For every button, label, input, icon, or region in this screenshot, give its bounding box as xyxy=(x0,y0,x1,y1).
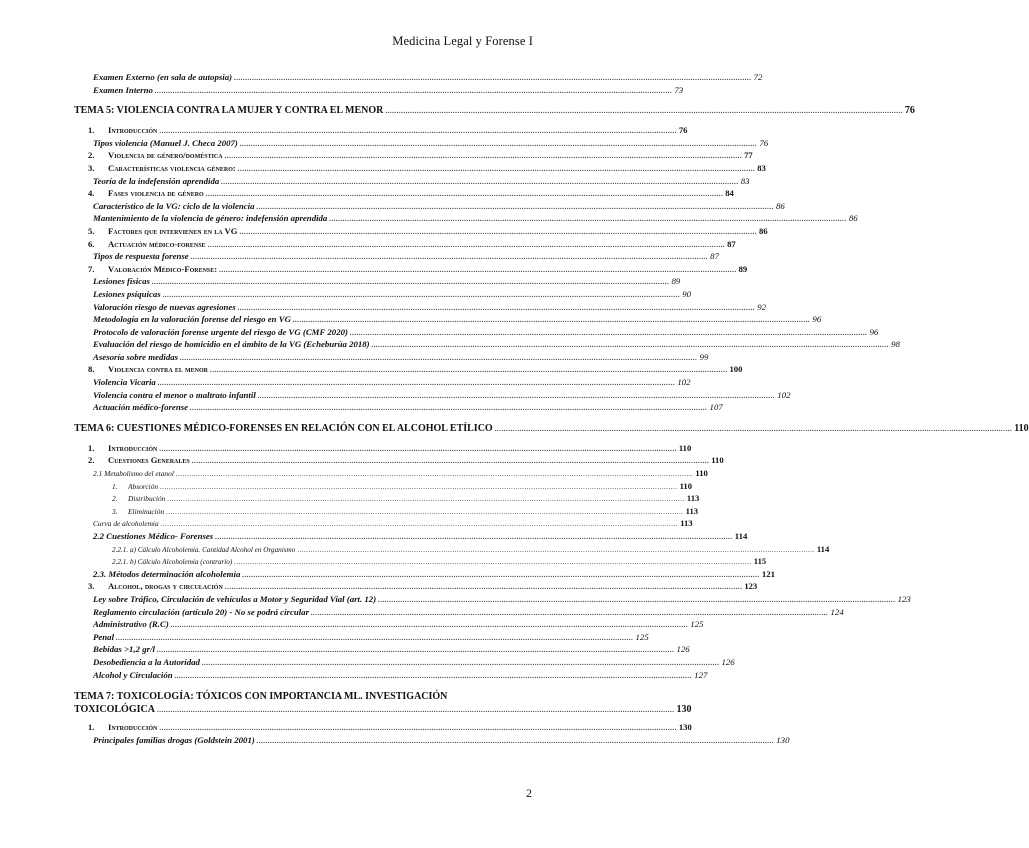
dot-leader xyxy=(171,621,689,629)
dot-leader xyxy=(191,253,709,261)
toc-entry-text: 2.2.1. b) Cálculo Alcoholemia (contrario) xyxy=(112,558,233,567)
toc-page-number: 90 xyxy=(682,288,691,299)
toc-entry[interactable] xyxy=(74,593,911,607)
toc-entry[interactable] xyxy=(74,493,700,506)
toc-entry-label xyxy=(93,670,173,680)
toc-entry-text: Introducción xyxy=(108,442,158,453)
toc-entry-label xyxy=(88,264,217,274)
toc-entry-text: Mantenimiento de la violencia de género: indefensión aprendida xyxy=(93,213,328,224)
toc-entry-label xyxy=(93,632,114,642)
dot-leader xyxy=(210,366,728,374)
toc-entry[interactable] xyxy=(74,137,769,151)
toc-entry-text: Violencia Vicaria xyxy=(93,377,156,388)
toc-entry-text: Valoración riesgo de nuevas agresiones xyxy=(93,301,236,312)
toc-page-number: 125 xyxy=(635,631,649,642)
toc-entry-number: 3. xyxy=(112,506,118,516)
dot-leader xyxy=(155,87,673,95)
toc-entry-number: 6. xyxy=(88,238,95,249)
toc-entry-text: Cuestiones Generales xyxy=(108,455,190,466)
toc-page-number: 113 xyxy=(680,518,693,529)
toc-entry[interactable] xyxy=(74,669,708,683)
toc-page-number: 115 xyxy=(753,556,767,567)
dot-leader xyxy=(208,241,726,249)
toc-entry-label xyxy=(93,352,178,362)
dot-leader xyxy=(163,291,681,299)
dot-leader xyxy=(257,737,775,745)
table-of-contents xyxy=(74,72,1029,747)
toc-entry[interactable] xyxy=(74,150,753,163)
toc-page-number: 76 xyxy=(678,125,688,136)
toc-entry-text: Valoración Médico-Forense: xyxy=(108,263,218,274)
toc-entry-text: Examen Externo (en sala de autopsia) xyxy=(93,72,233,82)
toc-entry-number: 4. xyxy=(88,188,95,199)
dot-leader xyxy=(238,304,756,312)
dot-leader xyxy=(180,354,698,362)
toc-entry[interactable] xyxy=(74,125,688,138)
toc-entry[interactable] xyxy=(74,402,723,415)
toc-entry[interactable] xyxy=(74,339,900,352)
toc-entry-text: Bebidas >1,2 gr/l xyxy=(93,644,155,655)
toc-entry-label xyxy=(93,644,155,654)
toc-entry-text: Metodología en la valoración forense del riesgo en VG xyxy=(93,314,291,325)
dot-leader xyxy=(378,596,896,604)
toc-entry[interactable] xyxy=(74,531,748,544)
dot-leader xyxy=(157,704,675,717)
toc-page-number: 114 xyxy=(816,543,830,554)
toc-page-number: 72 xyxy=(753,72,763,82)
toc-entry-text: Fases violencia de género xyxy=(108,188,204,199)
toc-entry-label xyxy=(112,507,164,516)
toc-entry[interactable] xyxy=(74,251,719,264)
toc-entry-number: 1. xyxy=(88,722,95,733)
toc-page-number: 121 xyxy=(761,568,776,579)
dot-leader xyxy=(202,659,720,667)
toc-chapter-entry[interactable] xyxy=(74,105,915,119)
toc-entry[interactable] xyxy=(74,606,844,620)
dot-leader xyxy=(495,425,1013,433)
toc-entry-label xyxy=(93,138,238,148)
dot-leader xyxy=(192,457,710,465)
toc-entry-label xyxy=(88,239,206,249)
toc-entry-text: Alcohol y Circulación xyxy=(93,669,173,680)
toc-page-number: 89 xyxy=(738,263,748,274)
toc-entry[interactable] xyxy=(74,72,763,85)
toc-entry-label xyxy=(93,735,255,745)
toc-entry[interactable] xyxy=(74,175,750,189)
toc-page-number: 83 xyxy=(740,175,750,186)
toc-entry-label xyxy=(93,607,309,617)
toc-entry-number: 3. xyxy=(88,162,95,173)
toc-entry-label xyxy=(93,402,188,412)
toc-entry-text: Características violencia género: xyxy=(108,162,236,173)
dot-leader xyxy=(242,571,760,579)
toc-entry-text: Principales familias drogas (Goldstein 2001) xyxy=(93,734,255,745)
toc-page-number: 96 xyxy=(869,326,879,337)
dot-leader xyxy=(166,508,684,516)
toc-entry[interactable] xyxy=(74,543,830,557)
toc-entry-text: Absorción xyxy=(128,481,159,491)
toc-page-number: 110 xyxy=(1014,422,1029,434)
toc-page-number: 130 xyxy=(776,734,790,745)
toc-page-number: 98 xyxy=(891,339,900,350)
toc-entry-label xyxy=(93,569,240,579)
toc-page-number: 123 xyxy=(897,593,911,604)
toc-entry[interactable] xyxy=(74,568,776,582)
dot-leader xyxy=(161,520,679,528)
toc-chapter-entry[interactable] xyxy=(74,690,692,716)
toc-entry-text: Ley sobre Tráfico, Circulación de vehículos a Motor y Seguridad Vial (art. 12) xyxy=(93,593,377,604)
toc-entry-label xyxy=(112,546,295,554)
toc-page-number: 86 xyxy=(758,225,768,236)
toc-page-number: 126 xyxy=(721,656,735,667)
toc-entry-label xyxy=(93,314,291,324)
toc-entry-label xyxy=(93,531,213,541)
toc-entry[interactable] xyxy=(74,288,691,302)
toc-entry[interactable] xyxy=(74,631,649,645)
toc-entry-number: 5. xyxy=(88,225,95,236)
toc-entry-label xyxy=(74,105,383,116)
toc-entry-number: 2. xyxy=(88,455,95,466)
dot-leader xyxy=(175,672,693,680)
toc-entry[interactable] xyxy=(74,644,690,657)
dot-leader xyxy=(176,470,694,478)
dot-leader xyxy=(350,329,868,337)
dot-leader xyxy=(159,445,677,453)
page-number: 2 xyxy=(526,786,532,800)
toc-entry[interactable] xyxy=(74,722,692,735)
toc-entry-label xyxy=(93,251,189,261)
toc-entry[interactable] xyxy=(74,238,736,252)
toc-entry-text: Evaluación del riesgo de homicidio en el ámbito de la VG (Echeburúa 2018) xyxy=(93,339,370,350)
toc-page-number: 110 xyxy=(678,442,692,453)
toc-entry-label xyxy=(88,125,157,135)
toc-entry-text: Violencia contra el menor xyxy=(108,364,208,375)
toc-page-number: 102 xyxy=(677,377,691,388)
toc-entry-label xyxy=(93,176,219,186)
dot-leader xyxy=(152,278,670,286)
toc-entry-label xyxy=(74,423,493,434)
dot-leader xyxy=(258,392,776,400)
toc-entry[interactable] xyxy=(74,556,767,569)
toc-page-number: 99 xyxy=(699,351,709,362)
toc-entry-text: Lesiones psíquicas xyxy=(93,288,161,299)
toc-page-number: 123 xyxy=(744,581,758,592)
toc-page-number: 77 xyxy=(744,150,753,161)
toc-entry-text: Eliminación xyxy=(128,506,165,516)
toc-entry-number: 2. xyxy=(88,150,95,161)
dot-leader xyxy=(167,495,685,503)
toc-entry-text: Factores que intervienen en la VG xyxy=(108,225,238,236)
dot-leader xyxy=(225,152,743,160)
toc-entry-label: TEMA 7: TOXICOLOGÍA: TÓXICOS CON IMPORTANCIA ML. INVESTIGACIÓN xyxy=(74,691,448,703)
dot-leader xyxy=(225,583,743,591)
dot-leader xyxy=(157,646,675,654)
toc-entry[interactable] xyxy=(74,326,879,340)
toc-page-number: 127 xyxy=(694,669,708,680)
toc-page-number: 87 xyxy=(710,251,719,262)
dot-leader xyxy=(385,107,903,115)
toc-chapter-entry[interactable] xyxy=(74,422,1029,437)
toc-entry-label: TOXICOLÓGICA xyxy=(74,704,155,716)
toc-page-number: 96 xyxy=(812,314,822,325)
toc-entry[interactable] xyxy=(74,377,691,390)
toc-entry-label xyxy=(88,443,157,453)
dot-leader xyxy=(297,546,815,554)
toc-entry[interactable] xyxy=(74,364,743,377)
toc-entry[interactable] xyxy=(74,225,768,239)
toc-entry-text: Asesoría sobre medidas xyxy=(93,351,179,362)
toc-entry-label xyxy=(93,72,232,82)
toc-entry-label xyxy=(93,289,161,299)
toc-entry[interactable] xyxy=(74,581,758,594)
toc-entry-text: TEMA 6: CUESTIONES MÉDICO-FORENSES EN RELACIÓN CON EL ALCOHOL ETÍLICO xyxy=(74,422,493,434)
toc-entry-text: Actuación médico-forense xyxy=(108,238,206,249)
toc-entry[interactable] xyxy=(74,656,735,670)
toc-entry-text: Penal xyxy=(93,631,115,642)
toc-page-number: 110 xyxy=(679,480,693,491)
toc-entry[interactable] xyxy=(74,505,699,519)
toc-entry-label xyxy=(93,390,256,400)
toc-entry-number: 7. xyxy=(88,263,95,274)
toc-entry[interactable] xyxy=(74,351,709,365)
toc-entry-number: 1. xyxy=(88,125,95,136)
toc-entry-label xyxy=(93,594,376,604)
dot-leader xyxy=(311,609,829,617)
toc-page-number: 102 xyxy=(777,389,791,400)
toc-page-number: 130 xyxy=(678,722,692,733)
toc-page-number: 107 xyxy=(709,402,723,413)
dot-leader xyxy=(234,558,752,566)
toc-entry[interactable] xyxy=(74,84,684,98)
toc-entry[interactable] xyxy=(74,276,681,289)
dot-leader xyxy=(240,140,758,148)
toc-entry[interactable] xyxy=(74,263,748,277)
toc-page-number: 100 xyxy=(729,364,743,375)
dot-leader xyxy=(293,316,811,324)
dot-leader xyxy=(158,379,676,387)
toc-entry[interactable] xyxy=(74,200,785,214)
toc-page-number: 76 xyxy=(904,105,915,117)
toc-page-number: 86 xyxy=(776,200,785,211)
toc-entry[interactable] xyxy=(74,442,692,456)
toc-entry-label xyxy=(112,494,165,503)
toc-entry-number: 3. xyxy=(88,581,95,592)
toc-entry[interactable] xyxy=(74,480,693,494)
dot-leader xyxy=(159,724,677,732)
toc-entry-label xyxy=(93,619,169,629)
toc-page-number: 126 xyxy=(676,644,690,655)
toc-page-number: 124 xyxy=(830,606,844,617)
toc-entry-number: 1. xyxy=(88,442,95,453)
toc-entry-text: Lesiones físicas xyxy=(93,276,150,287)
toc-entry-text: Característico de la VG: ciclo de la violencia xyxy=(93,200,255,211)
dot-leader xyxy=(239,228,757,236)
toc-page-number: 113 xyxy=(685,505,699,516)
toc-entry[interactable] xyxy=(74,468,708,481)
toc-entry[interactable] xyxy=(74,455,724,468)
dot-leader xyxy=(238,165,756,173)
toc-page-number: 110 xyxy=(695,468,708,479)
toc-entry-label xyxy=(112,482,158,491)
toc-entry[interactable] xyxy=(74,734,790,748)
toc-entry-text: Reglamento circulación (artículo 20) - No se podrá circular xyxy=(93,606,310,617)
toc-entry-text: 2.1 Metabolismo del etanol xyxy=(93,469,174,479)
toc-entry-text: Tipos de respuesta forense xyxy=(93,251,189,262)
dot-leader xyxy=(219,266,737,274)
toc-entry[interactable] xyxy=(74,389,791,403)
toc-entry-number: 2. xyxy=(112,494,118,504)
dot-leader xyxy=(215,533,733,541)
dot-leader xyxy=(234,74,752,82)
running-header: Medicina Legal y Forense I xyxy=(392,34,533,48)
toc-entry[interactable] xyxy=(74,162,766,176)
toc-entry-label xyxy=(93,302,236,312)
toc-entry[interactable] xyxy=(74,314,822,327)
toc-entry-text: Examen Interno xyxy=(93,84,153,95)
toc-page-number: 114 xyxy=(734,531,748,541)
toc-entry-text: TEMA 5: VIOLENCIA CONTRA LA MUJER Y CONTRA EL MENOR xyxy=(74,105,384,117)
toc-entry-label xyxy=(93,657,200,667)
toc-entry-label xyxy=(93,276,150,286)
toc-entry-label xyxy=(93,519,159,528)
toc-entry-label xyxy=(93,469,174,478)
toc-entry-text: Introducción xyxy=(108,125,158,136)
toc-entry-label xyxy=(88,455,190,465)
toc-entry-text: Alcohol, drogas y circulación xyxy=(108,581,223,592)
toc-entry[interactable] xyxy=(74,213,858,226)
toc-entry-label xyxy=(93,339,370,349)
toc-entry-label xyxy=(88,226,237,236)
dot-leader xyxy=(372,341,890,349)
dot-leader xyxy=(257,203,775,211)
toc-entry-text: Violencia contra el menor o maltrato infantil xyxy=(93,389,256,400)
toc-entry-label xyxy=(93,377,156,387)
toc-entry[interactable] xyxy=(74,301,767,315)
toc-entry[interactable] xyxy=(74,518,693,531)
dot-leader xyxy=(329,215,847,223)
toc-entry-label xyxy=(88,581,223,591)
toc-entry-text: Actuación médico-forense xyxy=(93,402,189,413)
toc-entry-text: Teoría de la indefensión aprendida xyxy=(93,175,220,186)
toc-entry-label xyxy=(93,213,327,223)
toc-entry-text: Desobediencia a la Autoridad xyxy=(93,656,200,667)
toc-entry-text: Violencia de género/doméstica xyxy=(108,150,223,161)
toc-page-number: 113 xyxy=(686,493,700,504)
toc-entry-number: 8. xyxy=(88,364,95,375)
toc-entry[interactable] xyxy=(74,619,704,632)
toc-entry-label xyxy=(88,163,236,173)
toc-entry-label xyxy=(88,150,223,160)
toc-page-number: 76 xyxy=(759,137,769,148)
toc-entry-label xyxy=(93,85,153,95)
dot-leader xyxy=(160,483,678,491)
toc-entry-text: Introducción xyxy=(108,722,158,733)
toc-entry-text: 2.3. Métodos determinación alcoholemia xyxy=(93,568,241,579)
toc-page-number: 84 xyxy=(725,188,734,199)
toc-entry-label xyxy=(112,558,232,566)
toc-entry-label xyxy=(88,364,208,374)
toc-entry-text: Tipos violencia (Manuel J. Checa 2007) xyxy=(93,137,238,148)
toc-entry-text: 2.2 Cuestiones Médico- Forenses xyxy=(93,531,214,541)
toc-page-number: 73 xyxy=(674,84,684,95)
toc-page-number: 89 xyxy=(671,276,681,287)
toc-page-number: 110 xyxy=(711,455,724,466)
toc-entry-text: Protocolo de valoración forense urgente del riesgo de VG (CMF 2020) xyxy=(93,326,348,337)
toc-entry-label xyxy=(88,188,204,198)
toc-entry-text: 2.2.1. a) Cálculo Alcoholemia. Cantidad Alcohol en Organismo xyxy=(112,545,296,554)
toc-entry-text: Curva de alcoholemia xyxy=(93,519,159,529)
toc-entry-label xyxy=(93,201,255,211)
toc-entry-label xyxy=(93,327,348,337)
toc-page-number: 125 xyxy=(690,619,704,630)
toc-page-number: 86 xyxy=(848,213,858,224)
dot-leader xyxy=(116,634,634,642)
toc-page-number: 83 xyxy=(757,162,766,173)
dot-leader xyxy=(221,178,739,186)
dot-leader xyxy=(190,404,708,412)
dot-leader xyxy=(159,127,677,135)
toc-entry[interactable] xyxy=(74,188,734,201)
toc-page-number: 130 xyxy=(676,704,692,716)
toc-entry-label xyxy=(88,722,157,732)
toc-entry-text: Distribución xyxy=(128,494,166,504)
toc-entry-number: 1. xyxy=(112,481,118,491)
toc-page-number: 87 xyxy=(727,238,736,249)
toc-page-number: 92 xyxy=(757,301,767,312)
toc-entry-text: Administrativo (R.C) xyxy=(93,619,169,630)
dot-leader xyxy=(206,190,724,198)
